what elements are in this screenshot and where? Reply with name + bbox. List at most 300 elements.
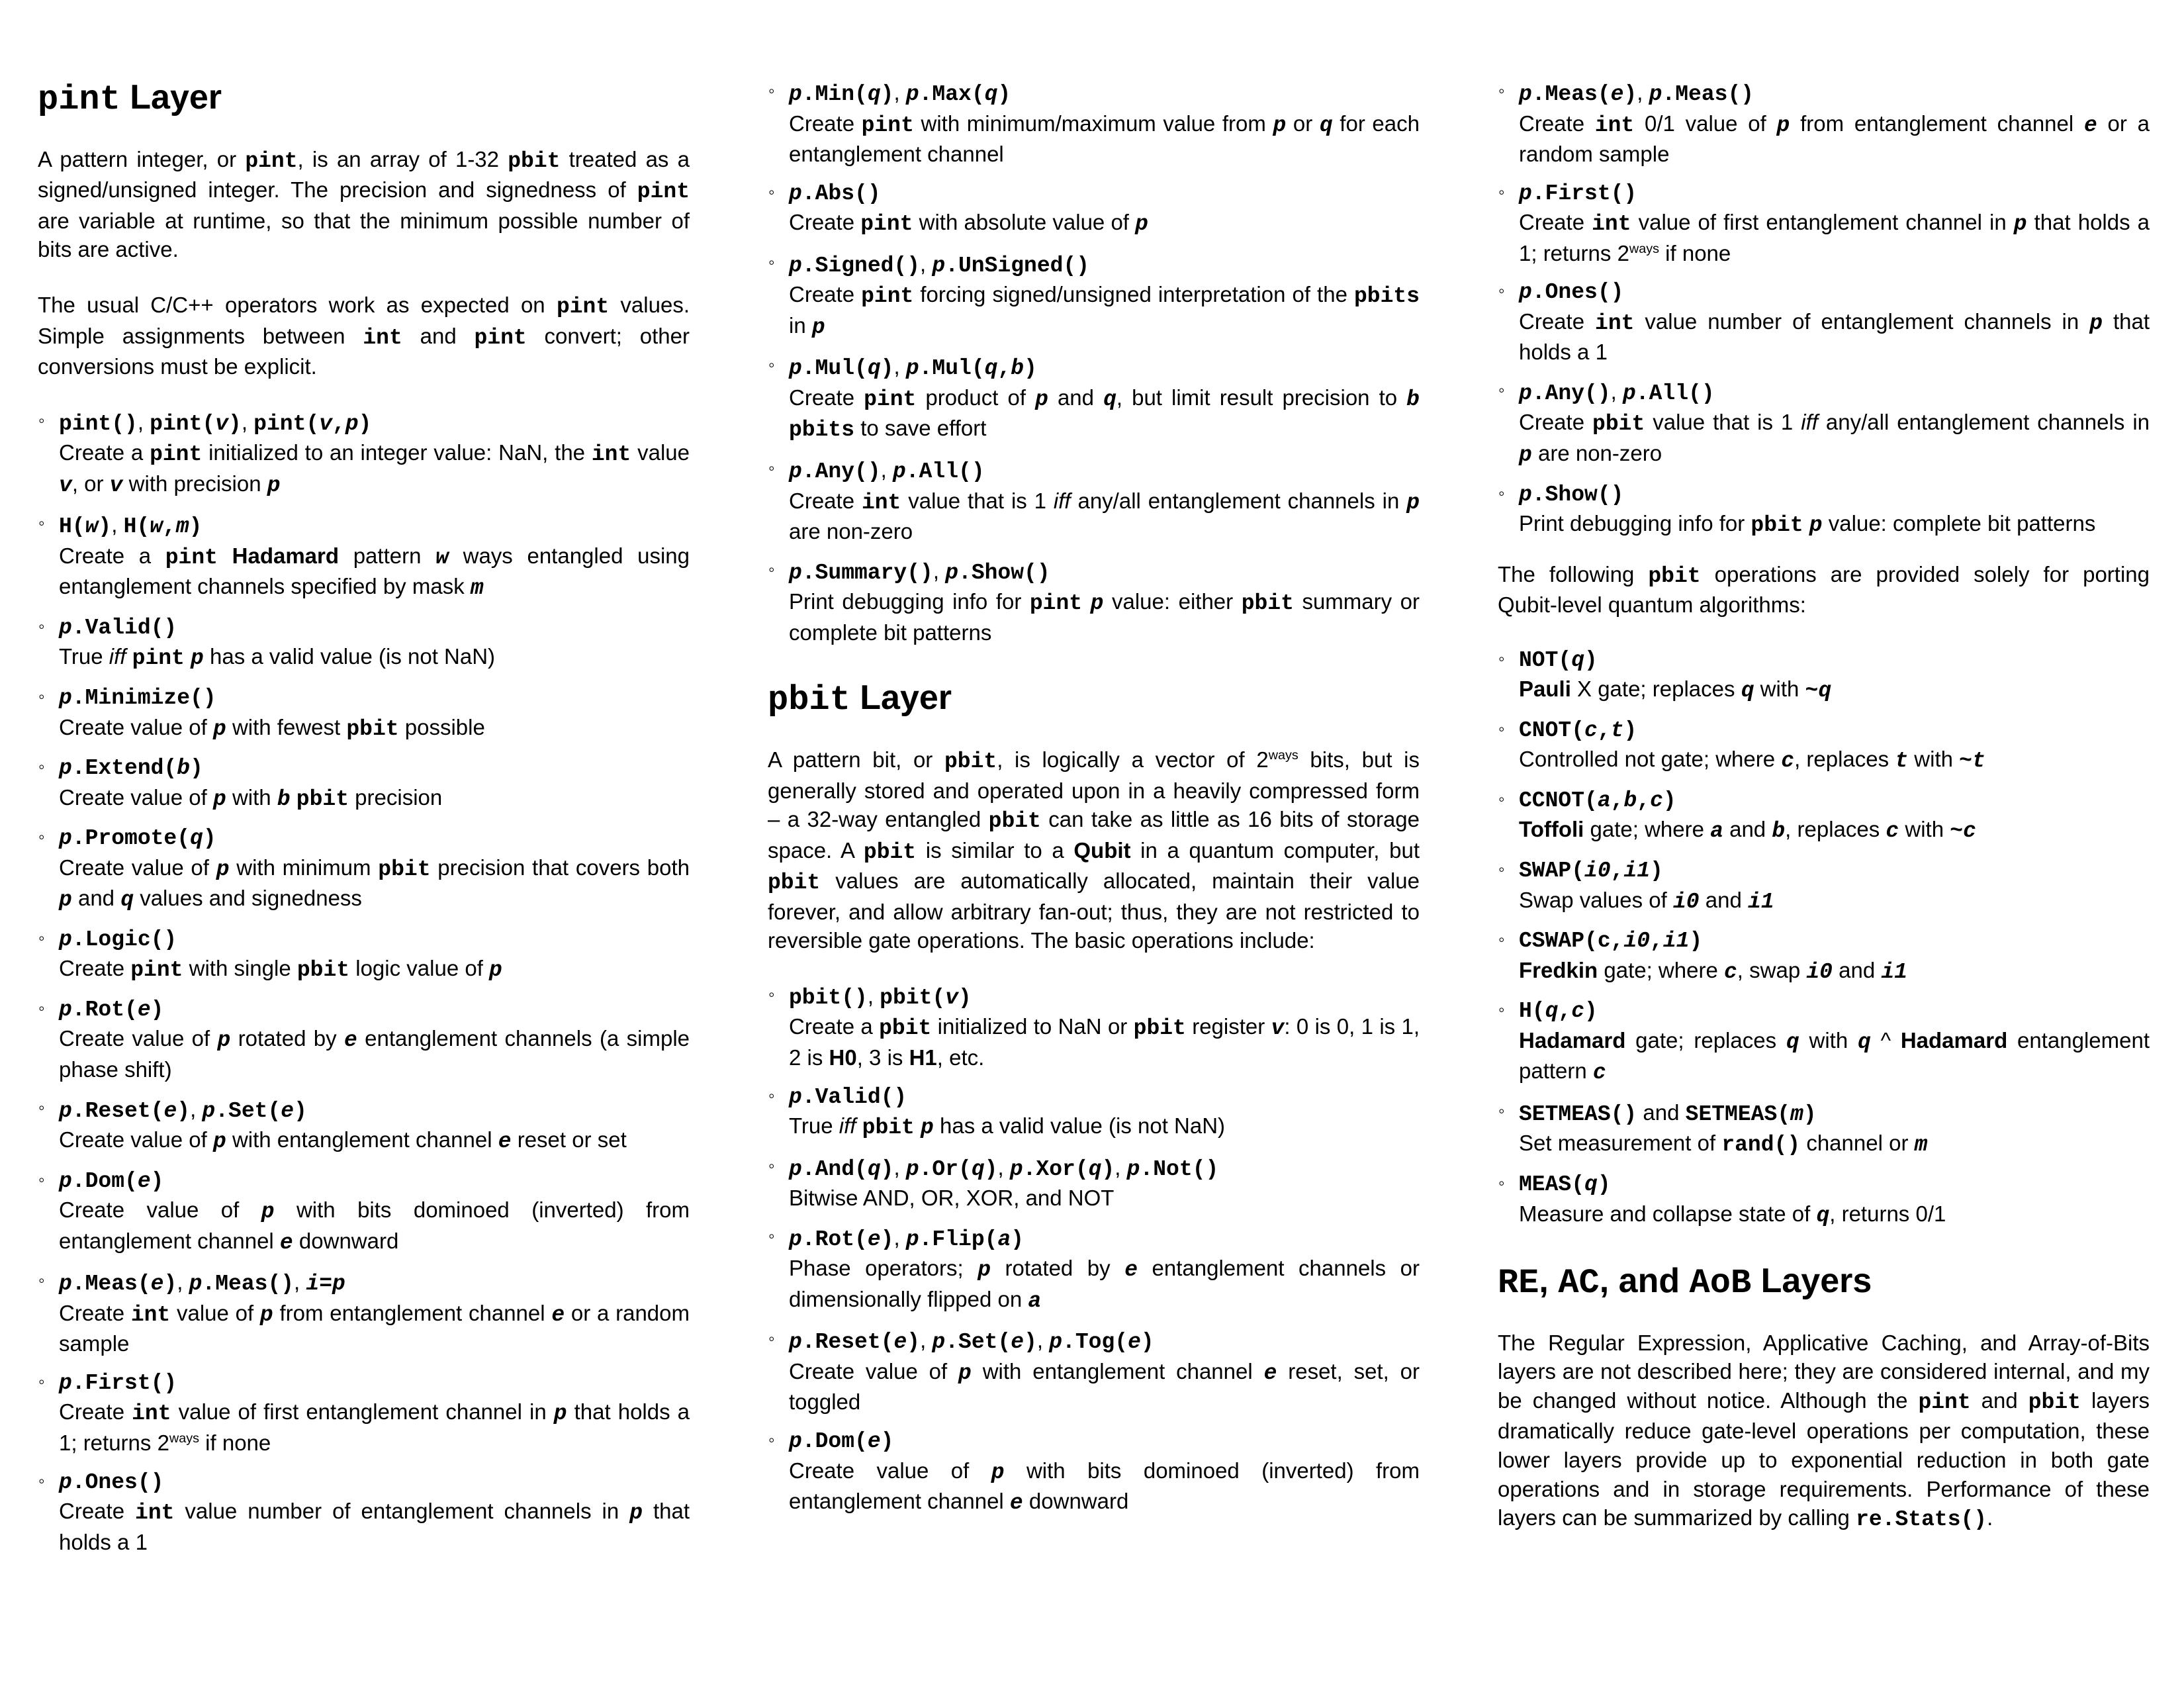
item-desc <box>59 541 690 603</box>
text-run: , <box>893 80 906 105</box>
text-run: b <box>1406 387 1420 412</box>
text-run: pbit <box>296 958 350 983</box>
text-run: pattern <box>339 543 436 568</box>
text-run: and <box>1699 887 1748 912</box>
text-run: channel or <box>1800 1131 1915 1156</box>
text-run: ) <box>150 1168 164 1194</box>
text-run: .Any() <box>801 459 881 485</box>
text-run: pbit <box>2028 1389 2081 1415</box>
text-run: .Set( <box>215 1098 281 1123</box>
text-run: with minimum <box>229 855 379 880</box>
bullet-icon: ◦ <box>38 827 45 847</box>
text-run: p <box>1406 490 1420 515</box>
text-run: from entanglement channel <box>273 1300 552 1325</box>
text-run: Create <box>789 111 862 136</box>
bullet-icon: ◦ <box>1498 1172 1505 1193</box>
item-title <box>789 1083 1420 1112</box>
text-run: e <box>1263 1360 1277 1385</box>
text-run: ) <box>1584 999 1598 1024</box>
column-qubit-ops <box>1498 78 2150 1688</box>
item-title <box>1519 927 2150 956</box>
text-run: c <box>1592 1060 1606 1086</box>
paragraph-pint-operators <box>38 291 690 381</box>
item-title <box>1519 997 2150 1026</box>
item-pbit-any-all <box>1498 377 2150 470</box>
item-not-gate <box>1498 646 2150 706</box>
text-run: with entanglement channel <box>971 1358 1264 1383</box>
text-run: p <box>261 1199 275 1225</box>
text-run: reset, set, or toggled <box>789 1358 1420 1415</box>
item-title <box>789 1326 1420 1357</box>
text-run: p <box>345 411 359 436</box>
text-run: are non-zero <box>1531 441 1662 466</box>
text-run: value that is 1 <box>901 488 1054 513</box>
text-run: .UnSigned() <box>945 253 1090 278</box>
text-run: value <box>631 440 690 465</box>
text-run: or a random sample <box>1519 111 2150 167</box>
item-pint-logic <box>38 925 690 985</box>
text-run: , <box>1637 788 1651 813</box>
item-desc <box>789 587 1420 647</box>
text-run: Create <box>59 956 131 981</box>
item-title <box>1519 179 2150 209</box>
text-run: ) <box>1597 1172 1611 1197</box>
text-run: , <box>1637 80 1649 105</box>
text-run: pbit <box>378 857 431 882</box>
item-pint-first <box>38 1369 690 1458</box>
text-run: and <box>1832 957 1882 982</box>
text-run: Measure and collapse state of <box>1519 1201 1817 1226</box>
item-cnot-gate <box>1498 716 2150 776</box>
text-run: pbit <box>296 786 349 812</box>
text-run: pbit <box>1133 1016 1186 1041</box>
heading-pbit-layer <box>768 679 1420 720</box>
text-run: pint <box>474 325 527 350</box>
text-run: p <box>789 1429 802 1454</box>
column-pint-layer <box>38 78 690 1688</box>
text-run: pint() <box>59 411 138 436</box>
text-run: q <box>984 82 998 107</box>
text-run: Create <box>1519 410 1593 435</box>
text-run <box>1803 511 1809 536</box>
text-run: Toffoli <box>1519 817 1584 842</box>
text-run: has a valid value (is not NaN) <box>933 1113 1226 1139</box>
item-pint-rot <box>38 996 690 1084</box>
text-run: with <box>1799 1027 1858 1053</box>
text-run: convert; other conversions must be explicit. <box>38 323 690 379</box>
text-run: ) <box>190 756 203 781</box>
text-run: , <box>997 1154 1010 1180</box>
text-run: q <box>867 82 881 107</box>
text-run: p <box>216 857 230 882</box>
text-run: for each entanglement channel <box>789 111 1420 167</box>
text-run: .Meas( <box>1531 82 1611 107</box>
bullet-icon: ◦ <box>1498 81 1505 101</box>
text-run: i1 <box>1881 959 1907 984</box>
text-run: rand() <box>1721 1133 1801 1158</box>
text-run: downward <box>1023 1489 1129 1514</box>
text-run: p <box>191 646 204 671</box>
text-run: , is logically a vector of 2 <box>997 747 1269 773</box>
text-run: e <box>867 1429 881 1454</box>
text-run: , <box>1558 999 1572 1024</box>
text-run: p <box>789 1227 802 1252</box>
bullet-icon: ◦ <box>768 1085 775 1105</box>
text-run: .Abs() <box>801 181 881 206</box>
text-run: , swap <box>1737 957 1807 982</box>
bullet-icon: ◦ <box>1498 1100 1505 1121</box>
text-run: H( <box>1519 999 1545 1024</box>
text-run: ~ <box>1959 749 1972 774</box>
text-run: downward <box>293 1228 399 1253</box>
text-run: CCNOT( <box>1519 788 1598 813</box>
text-run: , <box>893 354 906 379</box>
text-run: ) <box>98 514 112 539</box>
bullet-icon: ◦ <box>768 1329 775 1349</box>
text-run: .All() <box>905 459 985 485</box>
text-run: , but limit result precision to <box>1116 385 1407 410</box>
text-run: reset or set <box>511 1127 627 1152</box>
text-run: ) <box>1689 929 1703 954</box>
text-run: that holds a 1 <box>59 1499 690 1554</box>
text-run: , <box>241 409 254 434</box>
text-run: register <box>1185 1014 1271 1039</box>
text-run: summary or complete bit patterns <box>789 589 1420 645</box>
text-run: c <box>1886 819 1899 844</box>
item-title <box>1519 481 2150 510</box>
text-run: p <box>1649 82 1662 107</box>
text-run: p <box>1622 381 1636 406</box>
text-run: p <box>59 826 72 851</box>
text-run: rotated by <box>230 1026 344 1051</box>
text-run: , replaces <box>1794 747 1895 772</box>
text-run: q <box>1571 647 1585 673</box>
text-run: to save effort <box>854 416 987 441</box>
text-run: q <box>867 356 881 381</box>
text-run: , is an array of 1-32 <box>297 146 508 171</box>
item-ccnot-gate <box>1498 786 2150 846</box>
item-desc <box>59 1196 690 1257</box>
item-desc <box>59 1024 690 1084</box>
text-run: Create a <box>59 440 150 465</box>
text-run: value: either <box>1103 589 1242 614</box>
text-run: forcing signed/unsigned interpretation of the <box>913 282 1354 307</box>
text-run: p <box>59 1272 72 1297</box>
bullet-icon: ◦ <box>1498 718 1505 739</box>
text-run: , <box>332 411 345 436</box>
item-title <box>59 824 690 853</box>
item-swap-gate <box>1498 857 2150 916</box>
text-run: Layer <box>850 679 952 718</box>
text-run: Create <box>789 210 861 235</box>
item-pint-ones <box>38 1468 690 1557</box>
text-run: with absolute value of <box>913 210 1136 235</box>
text-run: Fredkin <box>1519 957 1598 982</box>
text-run: precision that covers both <box>430 855 690 880</box>
text-run: with <box>1754 677 1805 702</box>
bullet-icon: ◦ <box>1498 181 1505 202</box>
text-run: Qubit <box>1073 837 1131 863</box>
text-run: ) <box>880 1156 894 1182</box>
text-run: p <box>212 1129 226 1154</box>
bullet-icon: ◦ <box>38 616 45 636</box>
text-run: p <box>905 356 919 381</box>
text-run: .Logic() <box>71 927 177 952</box>
text-run: w <box>150 514 163 539</box>
text-run: pint <box>860 212 913 237</box>
text-run: H( <box>59 514 85 539</box>
text-run: q <box>1545 999 1559 1024</box>
text-run: p <box>59 1370 72 1395</box>
text-run: e <box>137 997 151 1022</box>
item-desc <box>59 438 690 500</box>
text-run: ) <box>189 514 203 539</box>
text-run: .Promote( <box>71 826 191 851</box>
text-run <box>856 1113 862 1138</box>
text-run: , <box>137 409 150 434</box>
item-title <box>59 996 690 1025</box>
text-run: w <box>85 514 99 539</box>
text-run: True <box>789 1113 839 1139</box>
text-run: if none <box>1659 240 1731 265</box>
item-desc <box>789 383 1420 445</box>
item-title <box>59 408 690 439</box>
text-run: p <box>1090 591 1104 616</box>
text-run: p <box>1809 513 1823 538</box>
text-run: Controlled not gate; where <box>1519 747 1782 772</box>
text-run: a <box>997 1227 1011 1252</box>
item-title <box>59 1095 690 1126</box>
text-run: are variable at runtime, so that the minimum possible number of bits are active. <box>38 208 690 262</box>
text-run: iff <box>1053 488 1071 513</box>
text-run: p <box>1135 212 1148 237</box>
text-run: , returns 0/1 <box>1829 1201 1946 1226</box>
text-run: .Summary() <box>801 560 933 585</box>
text-run: .Meas() <box>202 1272 295 1297</box>
item-title <box>789 1427 1420 1456</box>
bullet-icon: ◦ <box>1498 859 1505 880</box>
text-run: .Tog( <box>1062 1330 1128 1355</box>
item-desc <box>1519 745 2150 776</box>
text-run: , <box>1539 1262 1559 1301</box>
item-title <box>59 510 690 541</box>
text-run: Create value of <box>789 1458 991 1483</box>
text-run: c <box>1571 999 1585 1024</box>
item-title <box>1519 857 2150 886</box>
text-run: , <box>1610 788 1624 813</box>
item-desc <box>59 783 690 814</box>
text-run: pbit() <box>789 985 868 1010</box>
text-run: SWAP( <box>1519 859 1585 884</box>
item-hadamard-gate <box>1498 997 2150 1088</box>
text-run: any/all entanglement channels in <box>1070 488 1407 513</box>
text-run: .Max( <box>919 82 985 107</box>
item-pint-constructors <box>38 408 690 500</box>
text-run: Bitwise AND, OR, XOR, and NOT <box>789 1186 1115 1211</box>
text-run: .Ones() <box>1531 280 1624 305</box>
text-run: in <box>789 312 812 338</box>
item-desc <box>1519 208 2150 267</box>
item-desc <box>1519 675 2150 706</box>
text-run: .Reset( <box>71 1098 164 1123</box>
text-run: .Show() <box>958 560 1050 585</box>
text-run: e <box>1009 1491 1023 1516</box>
text-run: gate; replaces <box>1625 1027 1786 1053</box>
text-run: ) <box>1011 1227 1024 1252</box>
text-run: Hadamard <box>232 543 340 568</box>
text-run: SETMEAS( <box>1685 1102 1791 1127</box>
text-run: p <box>978 1258 991 1283</box>
text-run: ) <box>880 1227 894 1252</box>
item-desc <box>789 208 1420 239</box>
text-run: ) <box>1662 788 1676 813</box>
text-run: .Rot( <box>801 1227 868 1252</box>
item-title <box>1519 377 2150 408</box>
text-run: re.Stats() <box>1856 1507 1987 1532</box>
text-run: p <box>789 356 802 381</box>
text-run: with <box>226 784 277 810</box>
text-run: value of first entanglement channel in <box>171 1399 554 1425</box>
text-run: Create <box>1519 308 1596 334</box>
text-run: p <box>789 1084 802 1109</box>
text-run: p <box>811 314 825 340</box>
text-run: entanglement pattern <box>1519 1027 2150 1084</box>
bullet-icon: ◦ <box>38 410 45 430</box>
item-desc <box>59 1299 690 1358</box>
bullet-icon: ◦ <box>38 1371 45 1391</box>
text-run: is similar to a <box>916 837 1074 863</box>
text-run: , or <box>71 471 110 496</box>
text-run: p <box>789 560 802 585</box>
text-run: .Valid() <box>71 615 177 640</box>
text-run: , <box>893 1225 906 1250</box>
text-run: CNOT( <box>1519 718 1585 743</box>
text-run: .Flip( <box>919 1227 998 1252</box>
item-pbit-rot-flip <box>768 1223 1420 1316</box>
bullet-icon: ◦ <box>768 181 775 202</box>
text-run: pbits <box>789 418 855 443</box>
text-run: if none <box>199 1430 271 1456</box>
text-run: b <box>1772 819 1786 844</box>
text-run: p <box>892 459 906 485</box>
text-run: p <box>789 1156 802 1182</box>
text-run: from entanglement channel <box>1790 111 2084 136</box>
text-run: .Or( <box>919 1156 972 1182</box>
text-run: with single <box>183 956 297 981</box>
text-run: .Show() <box>1531 482 1624 507</box>
text-run: Create value of <box>59 714 213 739</box>
text-run: m <box>470 576 484 601</box>
text-run <box>126 644 132 669</box>
text-run: p <box>202 1098 216 1123</box>
bullet-icon: ◦ <box>768 1430 775 1450</box>
item-title <box>789 982 1420 1013</box>
text-run: pint <box>637 179 690 205</box>
text-run: pbit <box>346 716 399 741</box>
text-run: .First() <box>1531 181 1637 206</box>
text-run: and <box>71 886 121 911</box>
text-run: .Mul( <box>801 356 868 381</box>
item-desc <box>789 109 1420 169</box>
text-run: and <box>402 323 475 348</box>
text-run: c <box>1963 819 1976 844</box>
text-run: and <box>1048 385 1104 410</box>
text-run: , <box>177 1270 189 1295</box>
text-run: p <box>212 786 226 812</box>
text-run: Create <box>789 282 862 307</box>
text-run: .Mul( <box>919 356 985 381</box>
text-run: pbit <box>768 870 821 896</box>
text-run: , <box>1650 929 1663 954</box>
text-run: Create a <box>59 543 165 568</box>
text-run: ) <box>163 1272 177 1297</box>
text-run: a <box>1710 819 1723 844</box>
text-run: or <box>1286 111 1320 136</box>
text-run: e <box>1128 1330 1141 1355</box>
bullet-icon: ◦ <box>38 757 45 777</box>
item-pbit-reset-set-tog <box>768 1326 1420 1417</box>
item-desc <box>789 487 1420 546</box>
text-run: Set measurement of <box>1519 1131 1722 1156</box>
text-run <box>915 1113 921 1138</box>
text-run: p <box>1009 1156 1023 1182</box>
text-run: ) <box>880 356 894 381</box>
text-run: e <box>893 1330 907 1355</box>
bullet-icon: ◦ <box>38 686 45 706</box>
text-run: can take as little as 16 bits of storage space. A <box>768 807 1420 863</box>
text-run: , and <box>1599 1262 1690 1301</box>
text-run: Create <box>59 1300 131 1325</box>
text-run: .Reset( <box>801 1330 894 1355</box>
text-run: i1 <box>1747 889 1774 914</box>
text-run: p <box>59 686 72 710</box>
item-title <box>789 557 1420 588</box>
item-title <box>59 684 690 713</box>
bullet-icon: ◦ <box>768 1155 775 1176</box>
item-desc <box>789 1012 1420 1072</box>
item-pint-minimize <box>38 684 690 743</box>
text-run: ways <box>1629 241 1659 256</box>
heading-pint-layer <box>38 78 690 120</box>
item-desc <box>789 1111 1420 1143</box>
item-pbit-bitwise <box>768 1153 1420 1213</box>
item-title <box>59 1468 690 1497</box>
text-run: any/all entanglement channels in <box>1817 410 2150 435</box>
text-run: p <box>332 1272 345 1297</box>
text-run: that holds a 1; returns 2 <box>59 1399 690 1456</box>
text-run: p <box>259 1302 273 1327</box>
text-run: pint <box>150 442 203 467</box>
text-run: are non-zero <box>789 519 913 544</box>
paragraph-pint-intro <box>38 145 690 264</box>
item-pbit-constructors <box>768 982 1420 1072</box>
text-run: int <box>132 1401 171 1427</box>
text-run: .Not() <box>1140 1156 1219 1182</box>
text-run: e <box>1610 82 1624 107</box>
text-run: .And( <box>801 1156 868 1182</box>
bullet-icon: ◦ <box>1498 929 1505 950</box>
text-run: ways <box>1268 748 1298 763</box>
item-title <box>1519 716 2150 745</box>
item-title <box>1519 1170 2150 1199</box>
item-desc <box>59 1397 690 1457</box>
text-run: ) <box>1024 356 1037 381</box>
text-run: value of <box>170 1300 260 1325</box>
text-run: m <box>1790 1102 1803 1127</box>
text-run: ) <box>1650 859 1663 884</box>
text-run: p <box>1519 280 1532 305</box>
text-run: int <box>130 1302 171 1327</box>
